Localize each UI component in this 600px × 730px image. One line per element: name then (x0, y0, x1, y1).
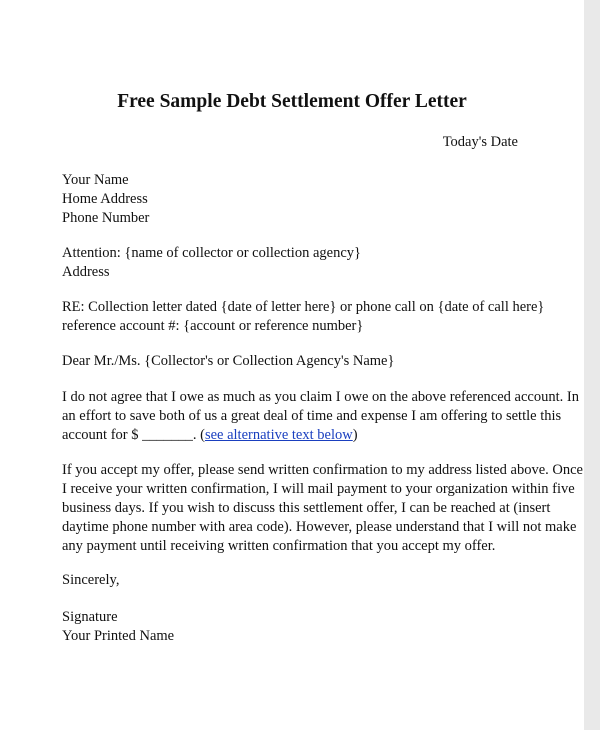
alternative-text-link[interactable]: see alternative text below (204, 427, 353, 443)
terms-line-4: daytime phone number with area code). However, please understand that I will not make (62, 519, 577, 535)
scrollbar-gutter[interactable] (584, 0, 600, 730)
paragraph-terms (62, 461, 583, 556)
offer-line-2: an effort to save both of us a great deal of time and expense I am offering to settle this (62, 408, 562, 424)
terms-line-1: If you accept my offer, please send written confirmation to my address listed above. Once (62, 462, 583, 478)
letter-title: Free Sample Debt Settlement Offer Letter (117, 91, 467, 112)
attention-line: Attention: {name of collector or collection agency} (62, 245, 361, 261)
terms-line-2: I receive your written confirmation, I will mail payment to your organization within five (62, 481, 575, 497)
letter-date: Today's Date (442, 134, 518, 150)
offer-line-1: I do not agree that I owe as much as you claim I owe on the above referenced account. In (62, 389, 579, 405)
closing-block (62, 571, 522, 590)
terms-line-3: business days. If you wish to discuss this settlement offer, I can be reached at (insert (62, 500, 551, 516)
salutation: Dear Mr./Ms. {Collector's or Collection Agency's Name} (62, 353, 395, 369)
paragraph-offer (62, 388, 579, 445)
offer-amount-suffix: ) (352, 427, 358, 443)
offer-amount-prefix: account for $ _______. ( (62, 427, 205, 443)
closing: Sincerely, (62, 572, 120, 588)
re-block (62, 298, 545, 336)
salutation-block (62, 352, 522, 371)
terms-line-5: any payment until receiving written confirmation that you accept my offer. (62, 538, 496, 554)
offer-line-3 (62, 426, 522, 445)
sender-address: Home Address (62, 191, 148, 207)
attention-address: Address (62, 264, 110, 280)
re-line-2: reference account #: {account or reference number} (62, 318, 364, 334)
sender-block (62, 171, 522, 228)
attention-block (62, 244, 522, 282)
re-line-1: RE: Collection letter dated {date of letter here} or phone call on {date of call here} (62, 299, 545, 315)
sender-name: Your Name (62, 172, 129, 188)
printed-name: Your Printed Name (62, 628, 175, 644)
sender-phone: Phone Number (62, 210, 150, 226)
signature-label: Signature (62, 609, 118, 625)
signature-block (62, 608, 522, 646)
